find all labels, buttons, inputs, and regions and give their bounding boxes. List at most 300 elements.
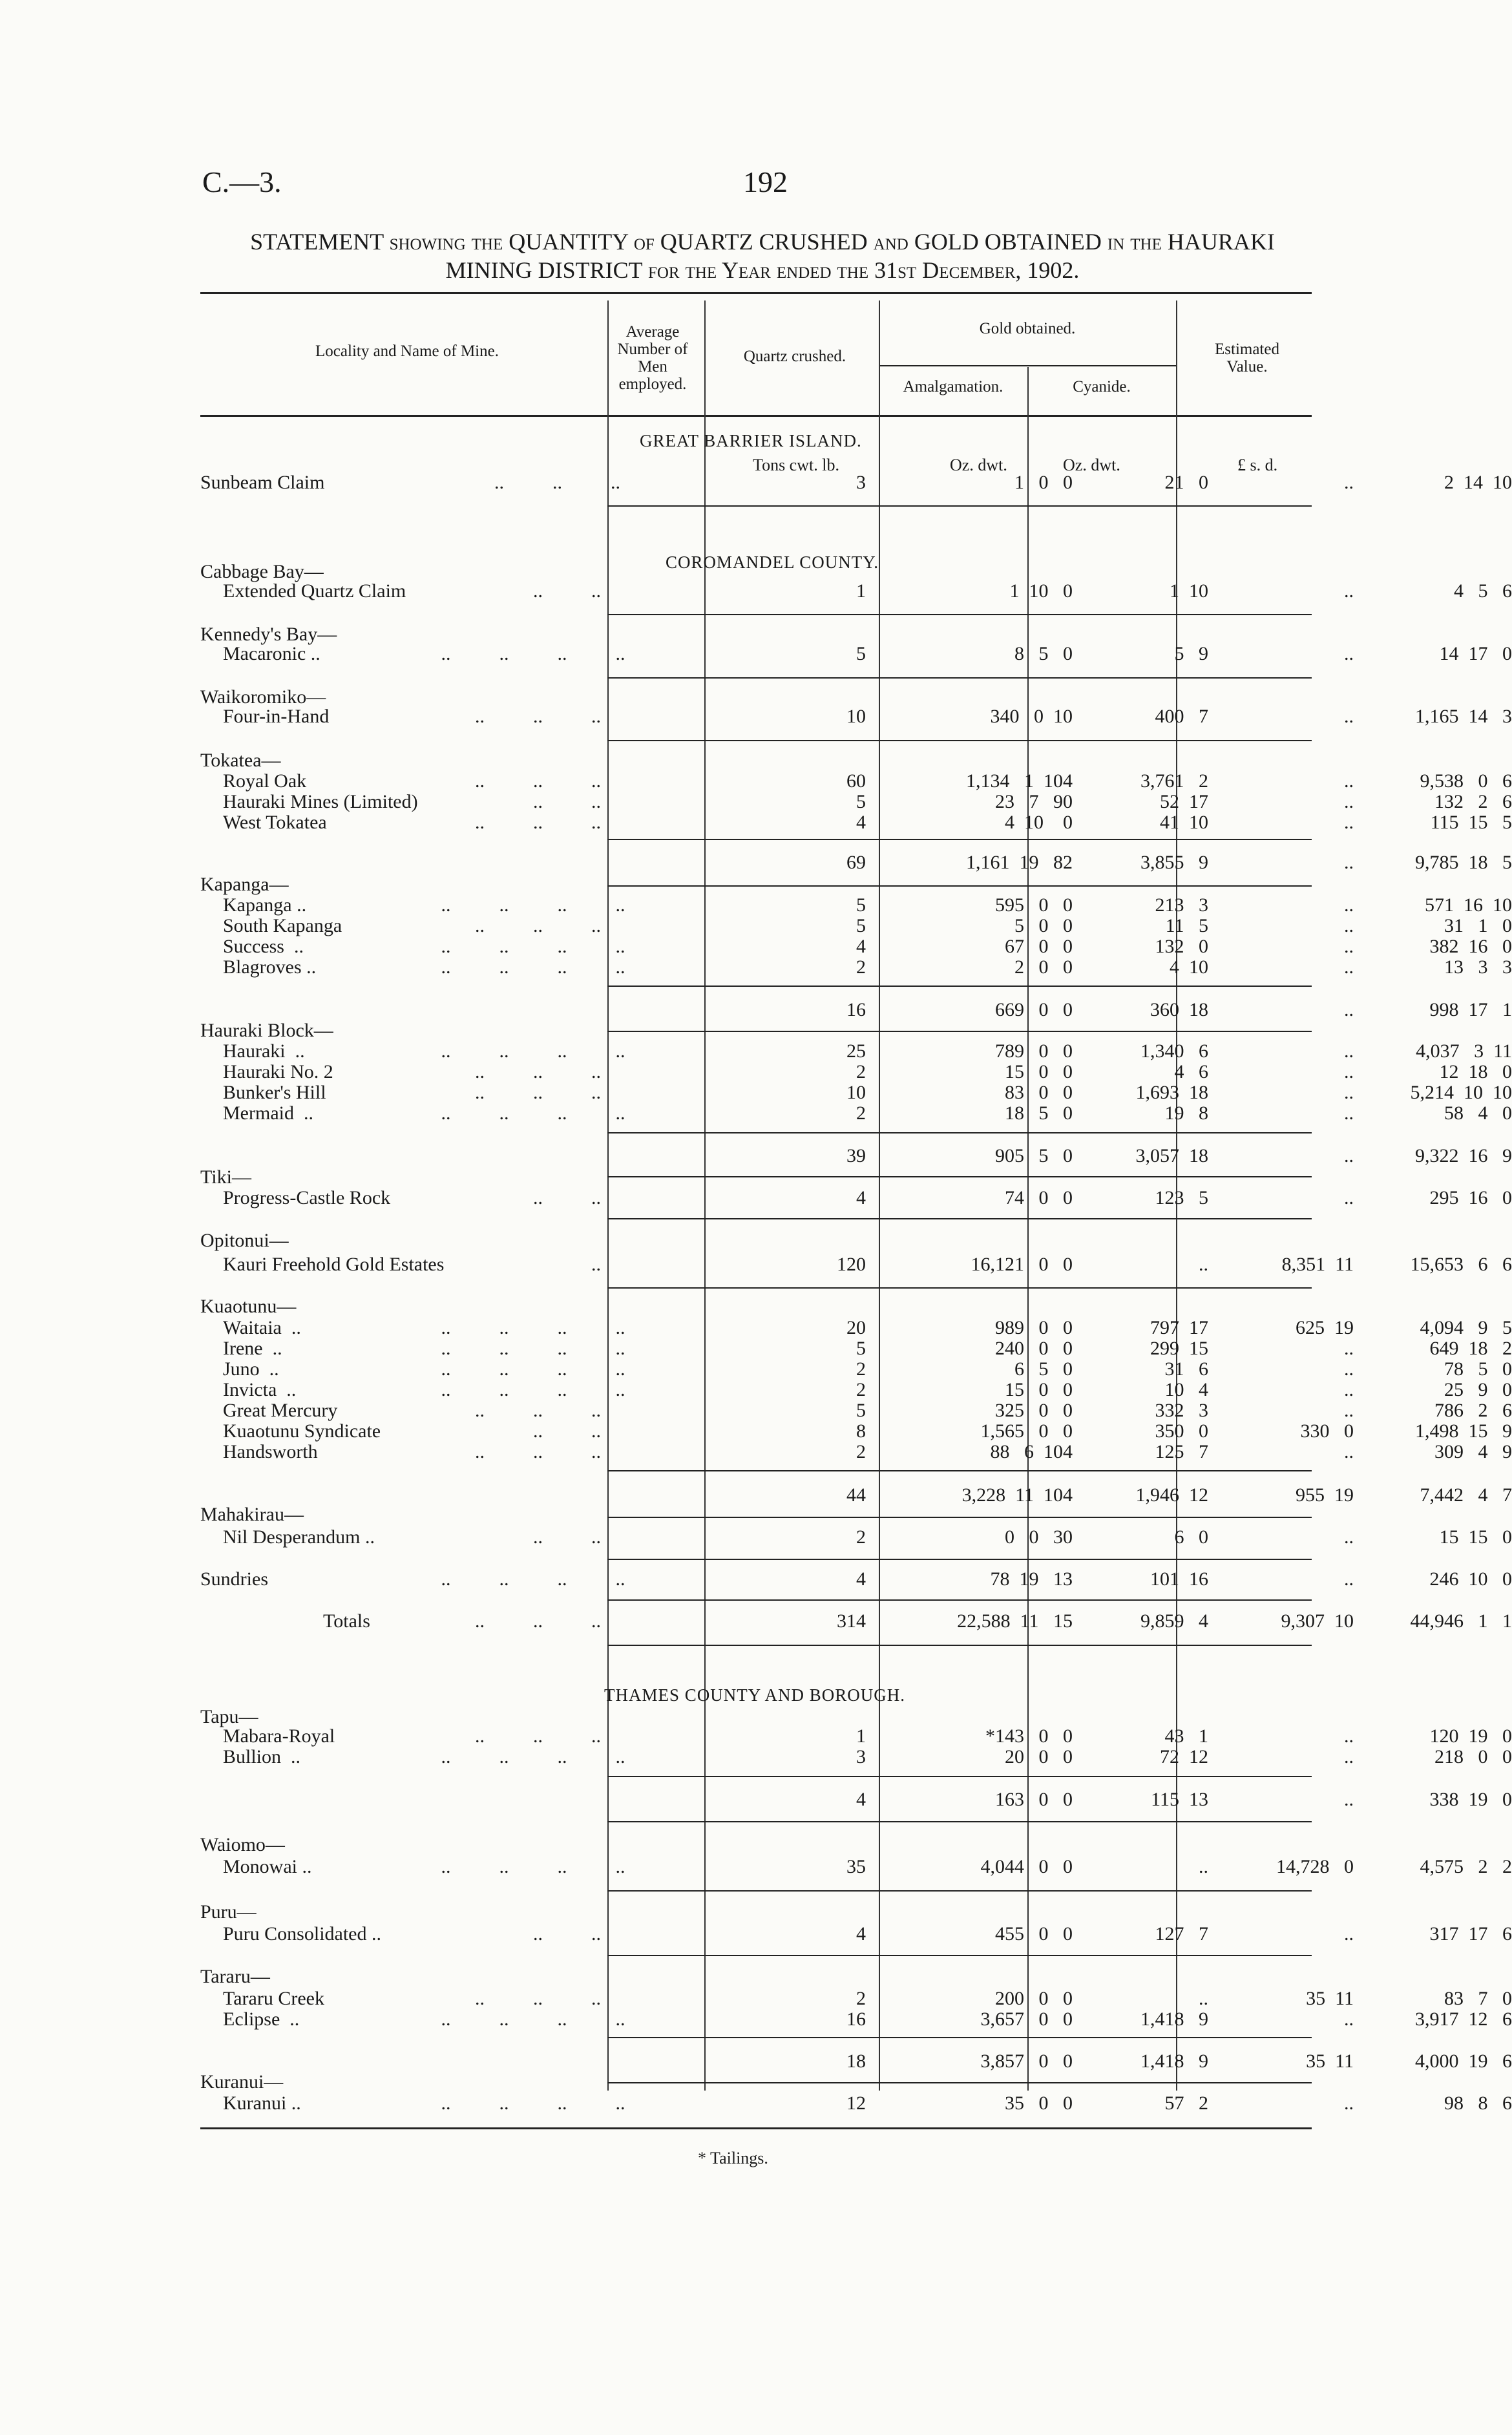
cell-cyanide: ..	[1344, 580, 1354, 602]
table-row	[200, 956, 1512, 978]
cell-amalgamation: 10 4	[1164, 1379, 1208, 1400]
table-row	[200, 1082, 1512, 1104]
table-row	[200, 1526, 1512, 1548]
cell-quartz: 83 0 0	[1005, 1082, 1073, 1103]
cell-men: 10	[846, 706, 866, 727]
row-label: Eclipse ..	[223, 2008, 300, 2030]
leader-dots: .. .. .. ..	[407, 1746, 625, 1767]
table-row-subtotal	[200, 1789, 1512, 1811]
cell-quartz: 18 5 0	[1005, 1102, 1073, 1124]
cell-cyanide: ..	[1344, 1061, 1354, 1082]
row-label: Extended Quartz Claim	[223, 580, 406, 602]
cell-amalgamation: 9,859 4	[1140, 1610, 1208, 1632]
table-row	[200, 472, 1512, 494]
group-heading: Mahakirau—	[200, 1504, 304, 1525]
cell-value: 218 0 0	[1434, 1746, 1512, 1767]
table-bottom-rule	[200, 2127, 1312, 2129]
cell-amalgamation: 797 17	[1150, 1317, 1208, 1338]
cell-cyanide: ..	[1344, 706, 1354, 727]
leader-dots: .. ..	[407, 1420, 601, 1442]
cell-cyanide: ..	[1344, 1923, 1354, 1945]
cell-cyanide: ..	[1344, 812, 1354, 833]
leader-dots: .. .. ..	[407, 706, 601, 727]
cell-amalgamation: 213 3	[1155, 894, 1208, 916]
cell-quartz: 23 7 90	[995, 791, 1073, 812]
leader-dots: .. .. ..	[407, 1441, 601, 1462]
table-row	[200, 1441, 1512, 1463]
table-row	[200, 1746, 1512, 1768]
cell-value: 7,442 4 7	[1420, 1484, 1512, 1506]
cell-amalgamation: 3,057 18	[1135, 1145, 1208, 1166]
section-great-barrier: GREAT BARRIER ISLAND.	[640, 431, 862, 450]
cell-cyanide: 8,351 11	[1281, 1254, 1354, 1275]
cell-men: 2	[856, 1061, 866, 1082]
cell-men: 314	[837, 1610, 866, 1632]
cell-quartz: 1,565 0 0	[980, 1420, 1073, 1442]
table-row	[200, 770, 1512, 792]
cell-men: 4	[856, 936, 866, 957]
cell-quartz: 2 0 0	[1014, 956, 1073, 978]
table-row-total	[200, 1610, 1512, 1632]
page-title	[181, 227, 1344, 284]
cell-cyanide: ..	[1344, 1725, 1354, 1747]
cell-value: 4,000 19 6	[1415, 2050, 1512, 2072]
table-row-subtotal	[200, 2050, 1512, 2072]
row-label: Macaronic ..	[223, 643, 320, 664]
cell-cyanide: 35 11	[1306, 1988, 1354, 2009]
cell-quartz: 20 0 0	[1005, 1746, 1073, 1767]
cell-value: 132 2 6	[1434, 791, 1512, 812]
cell-value: 1,498 15 9	[1415, 1420, 1512, 1442]
cell-men: 4	[856, 1923, 866, 1945]
cell-value: 44,946 1 1	[1410, 1610, 1512, 1632]
leader-dots: .. .. .. ..	[407, 1338, 625, 1359]
row-label: Waitaia ..	[223, 1317, 301, 1338]
table-row	[200, 1338, 1512, 1360]
cell-quartz: 16,121 0 0	[971, 1254, 1073, 1275]
units-value: £ s. d.	[1237, 456, 1278, 474]
cell-men: 12	[846, 2092, 866, 2114]
cell-cyanide: 9,307 10	[1281, 1610, 1354, 1632]
row-label: Sundries	[200, 1568, 268, 1590]
row-label: Kuranui ..	[223, 2092, 301, 2114]
cell-amalgamation: 1,946 12	[1135, 1484, 1208, 1506]
leader-dots: .. .. ..	[407, 1400, 601, 1421]
cell-amalgamation: 6 0	[1174, 1526, 1208, 1548]
group-heading: Kuaotunu—	[200, 1296, 297, 1317]
table-row	[200, 1400, 1512, 1422]
leader-dots: .. ..	[407, 1526, 601, 1548]
leader-dots: .. .. .. ..	[407, 1040, 625, 1062]
header-bottom-rule	[200, 415, 1312, 417]
cell-men: 5	[856, 1338, 866, 1359]
leader-dots: .. .. .. ..	[407, 2092, 625, 2114]
cell-value: 58 4 0	[1444, 1102, 1512, 1124]
table-row-subtotal	[200, 1484, 1512, 1506]
cell-amalgamation: 115 13	[1151, 1789, 1208, 1810]
table-row	[200, 580, 1512, 602]
cell-amalgamation: 21 0	[1164, 472, 1208, 493]
cell-men: 5	[856, 791, 866, 812]
row-label: Juno ..	[223, 1358, 279, 1380]
leader-dots: .. .. .. ..	[407, 894, 625, 916]
cell-men: 4	[856, 1568, 866, 1590]
row-label: Hauraki No. 2	[223, 1061, 333, 1082]
cell-amalgamation: 3,855 9	[1140, 852, 1208, 873]
cell-quartz: 88 6 104	[990, 1441, 1073, 1462]
cell-amalgamation: 43 1	[1164, 1725, 1208, 1747]
cell-men: 3	[856, 1746, 866, 1767]
cell-men: 3	[856, 472, 866, 493]
cell-men: 18	[846, 2050, 866, 2072]
cell-value: 15,653 6 6	[1410, 1254, 1512, 1275]
rule	[607, 1176, 1312, 1177]
row-label: Handsworth	[223, 1441, 318, 1462]
row-label: Hauraki ..	[223, 1040, 305, 1062]
table-row	[200, 1187, 1512, 1209]
cell-men: 5	[856, 894, 866, 916]
table-row	[200, 1725, 1512, 1747]
gold-sub-rule	[879, 365, 1176, 366]
header-cyanide: Cyanide.	[1073, 378, 1131, 395]
cell-quartz: 669 0 0	[995, 999, 1073, 1020]
row-label: Royal Oak	[223, 770, 307, 792]
cell-amalgamation: 5 9	[1174, 643, 1208, 664]
cell-amalgamation: 1,340 6	[1140, 1040, 1208, 1062]
header-locality: Locality and Name of Mine.	[315, 343, 499, 360]
cell-men: 2	[856, 956, 866, 978]
cell-amalgamation: ..	[1199, 1856, 1208, 1877]
cell-quartz: 455 0 0	[995, 1923, 1073, 1945]
footnote: * Tailings.	[698, 2149, 768, 2167]
row-label: Invicta ..	[223, 1379, 297, 1400]
rule	[607, 1132, 1312, 1133]
cell-amalgamation: 1,418 9	[1140, 2050, 1208, 2072]
rule	[607, 505, 1312, 507]
cell-cyanide: ..	[1344, 1379, 1354, 1400]
cell-men: 2	[856, 1102, 866, 1124]
rule	[607, 677, 1312, 679]
cell-amalgamation: 31 6	[1164, 1358, 1208, 1380]
row-label: Progress-Castle Rock	[223, 1187, 391, 1208]
cell-value: 4,094 9 5	[1420, 1317, 1512, 1338]
cell-value: 786 2 6	[1434, 1400, 1512, 1421]
cell-cyanide: ..	[1344, 1358, 1354, 1380]
cell-amalgamation: 299 15	[1150, 1338, 1208, 1359]
cell-value: 9,785 18 5	[1415, 852, 1512, 873]
cell-cyanide: ..	[1344, 1102, 1354, 1124]
rule	[607, 1890, 1312, 1892]
cell-amalgamation: 400 7	[1155, 706, 1208, 727]
title-line-2: MINING DISTRICT for the Year ended the 31st December, 1902.	[445, 257, 1080, 283]
col-rule-4	[1027, 367, 1029, 2091]
table-row	[200, 894, 1512, 916]
leader-dots: .. .. ..	[407, 1061, 601, 1082]
cell-quartz: 3,228 11 104	[961, 1484, 1073, 1506]
group-heading: Kapanga—	[200, 874, 289, 895]
header-men-2: Number of	[617, 341, 688, 358]
group-heading: Puru—	[200, 1901, 257, 1923]
cell-amalgamation: 4 10	[1170, 956, 1208, 978]
cell-amalgamation: 19 8	[1164, 1102, 1208, 1124]
units-cyanide: Oz. dwt.	[1063, 456, 1120, 474]
cell-value: 14 17 0	[1439, 643, 1512, 664]
table-row	[200, 936, 1512, 958]
cell-value: 246 10 0	[1429, 1568, 1512, 1590]
row-label: Bunker's Hill	[223, 1082, 326, 1103]
row-label: Nil Desperandum ..	[223, 1526, 375, 1548]
cell-value: 317 17 6	[1429, 1923, 1512, 1945]
cell-value: 12 18 0	[1439, 1061, 1512, 1082]
cell-men: 44	[846, 1484, 866, 1506]
section-thames: THAMES COUNTY AND BOROUGH.	[604, 1685, 906, 1705]
header-men	[601, 323, 704, 393]
cell-cyanide: ..	[1344, 936, 1354, 957]
cell-quartz: 8 5 0	[1014, 643, 1073, 664]
table-row	[200, 915, 1512, 937]
cell-amalgamation: 3,761 2	[1140, 770, 1208, 792]
cell-value: 649 18 2	[1429, 1338, 1512, 1359]
cell-value: 2 14 10	[1444, 472, 1512, 493]
row-label: Tararu Creek	[223, 1988, 324, 2009]
leader-dots: .. .. ..	[407, 915, 601, 936]
cell-value: 4,575 2 2	[1420, 1856, 1512, 1877]
cell-quartz: 5 0 0	[1014, 915, 1073, 936]
table-row-subtotal	[200, 999, 1512, 1021]
rule	[607, 2082, 1312, 2083]
cell-quartz: 163 0 0	[995, 1789, 1073, 1810]
table-row	[200, 1923, 1512, 1945]
header-value-2: Value.	[1226, 358, 1268, 375]
cell-quartz: 989 0 0	[995, 1317, 1073, 1338]
header-top-rule	[200, 292, 1312, 294]
leader-dots: .. .. ..	[407, 1725, 601, 1747]
table-row	[200, 1568, 1512, 1590]
cell-men: 1	[856, 580, 866, 602]
cell-amalgamation: 52 17	[1160, 791, 1208, 812]
cell-amalgamation: 1,418 9	[1140, 2008, 1208, 2030]
row-label: Great Mercury	[223, 1400, 338, 1421]
cell-cyanide: ..	[1344, 1526, 1354, 1548]
table-row	[200, 2092, 1512, 2114]
cell-men: 4	[856, 1789, 866, 1810]
cell-cyanide: 955 19	[1296, 1484, 1354, 1506]
cell-value: 338 19 0	[1429, 1789, 1512, 1810]
cell-men: 2	[856, 1441, 866, 1462]
leader-dots: .. .. .. ..	[407, 1358, 625, 1380]
cell-men: 2	[856, 1526, 866, 1548]
cell-men: 1	[856, 1725, 866, 1747]
cell-value: 13 3 3	[1444, 956, 1512, 978]
cell-men: 16	[846, 999, 866, 1020]
group-heading: Tiki—	[200, 1166, 251, 1188]
cell-amalgamation: 332 3	[1155, 1400, 1208, 1421]
cell-men: 39	[846, 1145, 866, 1166]
row-label: Success ..	[223, 936, 304, 957]
table-row-subtotal	[200, 1145, 1512, 1167]
cell-cyanide: ..	[1344, 1082, 1354, 1103]
cell-amalgamation: 41 10	[1160, 812, 1208, 833]
table-row	[200, 1061, 1512, 1083]
cell-cyanide: 35 11	[1306, 2050, 1354, 2072]
cell-quartz: 1 0 0	[1014, 472, 1073, 493]
leader-dots: .. .. ..	[407, 1082, 601, 1103]
cell-value: 83 7 0	[1444, 1988, 1512, 2009]
table-row	[200, 1420, 1512, 1442]
rule	[607, 1599, 1312, 1601]
cell-men: 2	[856, 1358, 866, 1380]
cell-quartz: 595 0 0	[995, 894, 1073, 916]
row-label: Totals	[323, 1610, 370, 1632]
cell-men: 16	[846, 2008, 866, 2030]
units-quartz: Tons cwt. lb.	[753, 456, 839, 474]
leader-dots: .. ..	[407, 791, 601, 812]
leader-dots: .. .. .. ..	[407, 1102, 625, 1124]
cell-amalgamation: 360 18	[1150, 999, 1208, 1020]
rule	[607, 839, 1312, 840]
row-label: South Kapanga	[223, 915, 342, 936]
cell-amalgamation: 1 10	[1170, 580, 1208, 602]
rule	[607, 1645, 1312, 1646]
cell-amalgamation: 350 0	[1155, 1420, 1208, 1442]
header-amalgamation: Amalgamation.	[903, 378, 1003, 395]
rule	[607, 986, 1312, 987]
cell-men: 60	[846, 770, 866, 792]
cell-value: 3,917 12 6	[1415, 2008, 1512, 2030]
group-heading: Tararu—	[200, 1966, 270, 1987]
cell-men: 120	[837, 1254, 866, 1275]
header-men-3: Men	[638, 358, 667, 375]
cell-quartz: 240 0 0	[995, 1338, 1073, 1359]
cell-value: 5,214 10 10	[1410, 1082, 1512, 1103]
rule	[607, 614, 1312, 615]
rule	[607, 1776, 1312, 1777]
cell-cyanide: ..	[1344, 852, 1354, 873]
cell-quartz: *143 0 0	[985, 1725, 1073, 1747]
cell-quartz: 1 10 0	[1009, 580, 1073, 602]
table-row	[200, 643, 1512, 665]
cell-amalgamation: 1,693 18	[1135, 1082, 1208, 1103]
cell-amalgamation: 72 12	[1160, 1746, 1208, 1767]
cell-value: 295 16 0	[1429, 1187, 1512, 1208]
row-label: Sunbeam Claim	[200, 472, 325, 493]
cell-quartz: 4 10 0	[1005, 812, 1073, 833]
group-heading: Waiomo—	[200, 1834, 285, 1855]
units-amalgamation: Oz. dwt.	[950, 456, 1007, 474]
cell-men: 8	[856, 1420, 866, 1442]
cell-value: 120 19 0	[1429, 1725, 1512, 1747]
cell-cyanide: ..	[1344, 1789, 1354, 1810]
cell-quartz: 22,588 11 15	[957, 1610, 1073, 1632]
cell-quartz: 6 5 0	[1014, 1358, 1073, 1380]
leader-dots: .. .. .. ..	[407, 1856, 625, 1877]
table-row	[200, 1379, 1512, 1401]
cell-cyanide: ..	[1344, 2092, 1354, 2114]
cell-quartz: 340 0 10	[990, 706, 1073, 727]
cell-value: 4 5 6	[1454, 580, 1512, 602]
group-heading: Kennedy's Bay—	[200, 624, 337, 645]
leader-dots: .. .. .. ..	[407, 1317, 625, 1338]
group-heading: Hauraki Block—	[200, 1020, 333, 1041]
header-value	[1182, 341, 1312, 375]
cell-quartz: 3,657 0 0	[980, 2008, 1073, 2030]
cell-quartz: 4,044 0 0	[980, 1856, 1073, 1877]
leader-dots: .. .. .. ..	[407, 936, 625, 957]
cell-amalgamation: 11 5	[1165, 915, 1208, 936]
table-row	[200, 2008, 1512, 2030]
cell-quartz: 200 0 0	[995, 1988, 1073, 2009]
cell-value: 15 15 0	[1439, 1526, 1512, 1548]
cell-cyanide: ..	[1344, 1400, 1354, 1421]
cell-men: 5	[856, 643, 866, 664]
rule	[607, 1517, 1312, 1518]
cell-cyanide: ..	[1344, 1568, 1354, 1590]
cell-amalgamation: 101 16	[1150, 1568, 1208, 1590]
table-row	[200, 1317, 1512, 1339]
header-men-4: employed.	[618, 375, 687, 393]
cell-value: 115 15 5	[1430, 812, 1512, 833]
leader-dots: .. .. .. ..	[407, 1379, 625, 1400]
cell-quartz: 789 0 0	[995, 1040, 1073, 1062]
table-row	[200, 706, 1512, 728]
header-gold: Gold obtained.	[979, 320, 1076, 337]
cell-quartz: 74 0 0	[1005, 1187, 1073, 1208]
cell-cyanide: ..	[1344, 956, 1354, 978]
cell-amalgamation: 123 5	[1155, 1187, 1208, 1208]
table-row	[200, 791, 1512, 813]
leader-dots: .. ..	[407, 1923, 601, 1945]
row-label: Kauri Freehold Gold Estates	[223, 1254, 445, 1275]
table-row	[200, 1856, 1512, 1878]
header-men-1: Average	[625, 323, 680, 341]
cell-value: 4,037 3 11	[1416, 1040, 1512, 1062]
cell-cyanide: ..	[1344, 1338, 1354, 1359]
cell-cyanide: ..	[1344, 1187, 1354, 1208]
cell-quartz: 3,857 0 0	[980, 2050, 1073, 2072]
rule	[607, 1559, 1312, 1560]
cell-men: 5	[856, 1400, 866, 1421]
leader-dots: .. .. ..	[407, 1610, 601, 1632]
cell-value: 9,322 16 9	[1415, 1145, 1512, 1166]
cell-amalgamation: 132 0	[1155, 936, 1208, 957]
row-label: Kuaotunu Syndicate	[223, 1420, 381, 1442]
cell-cyanide: ..	[1344, 915, 1354, 936]
group-heading: Cabbage Bay—	[200, 561, 324, 582]
cell-value: 98 8 6	[1444, 2092, 1512, 2114]
cell-men: 4	[856, 1187, 866, 1208]
group-heading: Waikoromiko—	[200, 686, 326, 708]
leader-dots: .. .. .. ..	[407, 643, 625, 664]
group-heading: Tapu—	[200, 1706, 258, 1727]
row-label: Blagroves ..	[223, 956, 317, 978]
leader-dots: .. ..	[407, 580, 601, 602]
cell-cyanide: ..	[1344, 1441, 1354, 1462]
leader-dots: .. ..	[407, 1187, 601, 1208]
cell-men: 35	[846, 1856, 866, 1877]
leader-dots: ..	[407, 1254, 601, 1275]
cell-value: 309 4 9	[1434, 1441, 1512, 1462]
group-heading: Kuranui—	[200, 2071, 284, 2092]
cell-quartz: 325 0 0	[995, 1400, 1073, 1421]
rule	[607, 885, 1312, 887]
cell-men: 4	[856, 812, 866, 833]
cell-cyanide: ..	[1344, 999, 1354, 1020]
page-number: 192	[743, 165, 788, 198]
cell-quartz: 905 5 0	[995, 1145, 1073, 1166]
rule	[607, 740, 1312, 741]
table-row	[200, 1358, 1512, 1380]
cell-quartz: 15 0 0	[1005, 1061, 1073, 1082]
